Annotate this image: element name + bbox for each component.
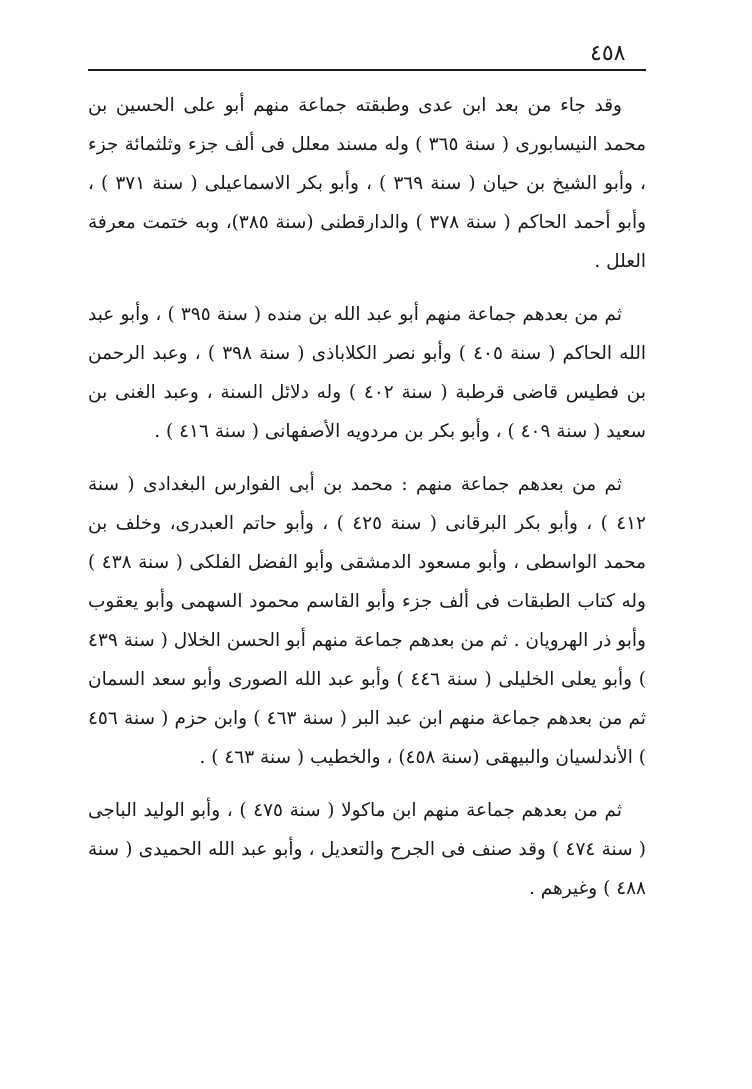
paragraph-2: ثم من بعدهم جماعة منهم أبو عبد الله بن منده ( سنة ٣٩٥ ) ، وأبو عبد الله الحاكم ( سنة ٤٠٥ ) وأبو نصر الكلاباذى ( سنة ٣٩٨ ) ، وعبد الرحمن بن فطيس قاضى قرطبة ( سنة ٤٠٢ ) وله دلائل السنة ، وعبد الغنى بن سعيد ( سنة ٤٠٩ ) ، وأبو بكر بن مردويه الأصفهانى ( سنة ٤١٦ ) . (88, 304, 646, 442)
page-number: ٤٥٨ (590, 41, 626, 66)
body-text (88, 86, 646, 908)
header-rule (88, 69, 646, 71)
paragraph-1: وقد جاء من بعد ابن عدى وطبقته جماعة منهم أبو على الحسين بن محمد النيسابورى ( سنة ٣٦٥ ) وله مسند معلل فى ألف جزء وثلثمائة جزء ، وأبو الشيخ بن حيان ( سنة ٣٦٩ ) ، وأبو بكر الاسماعيلى ( سنة ٣٧١ ) ، وأبو أحمد الحاكم ( سنة ٣٧٨ ) والدارقطنى (سنة ٣٨٥)، وبه ختمت معرفة العلل . (88, 95, 647, 272)
paragraph-4: ثم من بعدهم جماعة منهم ابن ماكولا ( سنة ٤٧٥ ) ، وأبو الوليد الباجى ( سنة ٤٧٤ ) وقد صنف فى الجرح والتعديل ، وأبو عبد الله الحميدى ( سنة ٤٨٨ ) وغيرهم . (88, 800, 647, 899)
paragraph-3: ثم من بعدهم جماعة منهم : محمد بن أبى الفوارس البغدادى ( سنة ٤١٢ ) ، وأبو بكر البرقانى ( سنة ٤٢٥ ) ، وأبو حاتم العبدرى، وخلف بن محمد الواسطى ، وأبو مسعود الدمشقى وأبو الفضل الفلكى ( سنة ٤٣٨ ) وله كتاب الطبقات فى ألف جزء وأبو القاسم محمود السهمى وأبو يعقوب وأبو ذر الهرويان . ثم من بعدهم جماعة منهم أبو الحسن الخلال ( سنة ٤٣٩ ) وأبو يعلى الخليلى ( سنة ٤٤٦ ) وأبو عبد الله الصورى وأبو سعد السمان ثم من بعدهم جماعة منهم ابن عبد البر ( سنة ٤٦٣ ) وابن حزم ( سنة ٤٥٦ ) الأندلسيان والبيهقى (سنة ٤٥٨) ، والخطيب ( سنة ٤٦٣ ) . (88, 474, 646, 768)
